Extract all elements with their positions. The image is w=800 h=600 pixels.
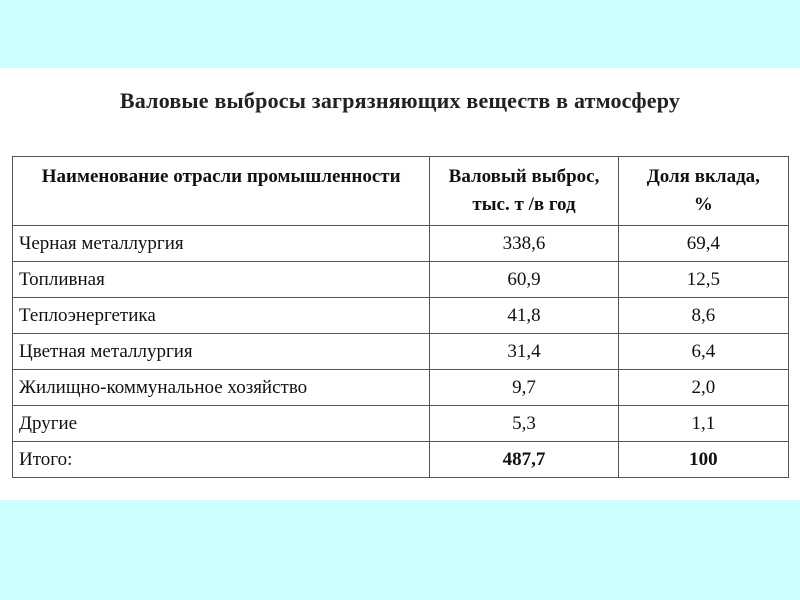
header-industry: Наименование отрасли промышленности <box>13 157 430 226</box>
header-share-line2: % <box>693 194 713 215</box>
header-share <box>618 157 788 226</box>
header-emission-line2: тыс. т /в год <box>472 194 576 215</box>
row-share: 6,4 <box>618 334 788 370</box>
row-emission: 5,3 <box>430 406 618 442</box>
table-row <box>13 262 789 298</box>
total-share: 100 <box>618 442 788 478</box>
row-share: 8,6 <box>618 298 788 334</box>
row-emission: 9,7 <box>430 370 618 406</box>
row-emission: 31,4 <box>430 334 618 370</box>
table-row <box>13 334 789 370</box>
row-share: 69,4 <box>618 226 788 262</box>
header-share-line1: Доля вклада, <box>646 166 760 187</box>
table-header-row <box>13 157 789 226</box>
total-label: Итого: <box>13 442 430 478</box>
row-share: 1,1 <box>618 406 788 442</box>
row-emission: 41,8 <box>430 298 618 334</box>
emissions-table <box>12 156 789 478</box>
row-emission: 338,6 <box>430 226 618 262</box>
row-industry: Цветная металлургия <box>13 334 430 370</box>
table-row <box>13 370 789 406</box>
header-emission <box>430 157 618 226</box>
row-industry: Теплоэнергетика <box>13 298 430 334</box>
row-emission: 60,9 <box>430 262 618 298</box>
row-share: 12,5 <box>618 262 788 298</box>
total-emission: 487,7 <box>430 442 618 478</box>
table-row <box>13 226 789 262</box>
row-industry: Топливная <box>13 262 430 298</box>
row-industry: Жилищно-коммунальное хозяйство <box>13 370 430 406</box>
slide <box>0 68 800 500</box>
row-industry: Черная металлургия <box>13 226 430 262</box>
table-row <box>13 298 789 334</box>
slide-title: Валовые выбросы загрязняющих веществ в атмосферу <box>119 88 681 113</box>
table-total-row <box>13 442 789 478</box>
table-row <box>13 406 789 442</box>
header-emission-line1: Валовый выброс, <box>448 166 600 187</box>
row-share: 2,0 <box>618 370 788 406</box>
row-industry: Другие <box>13 406 430 442</box>
